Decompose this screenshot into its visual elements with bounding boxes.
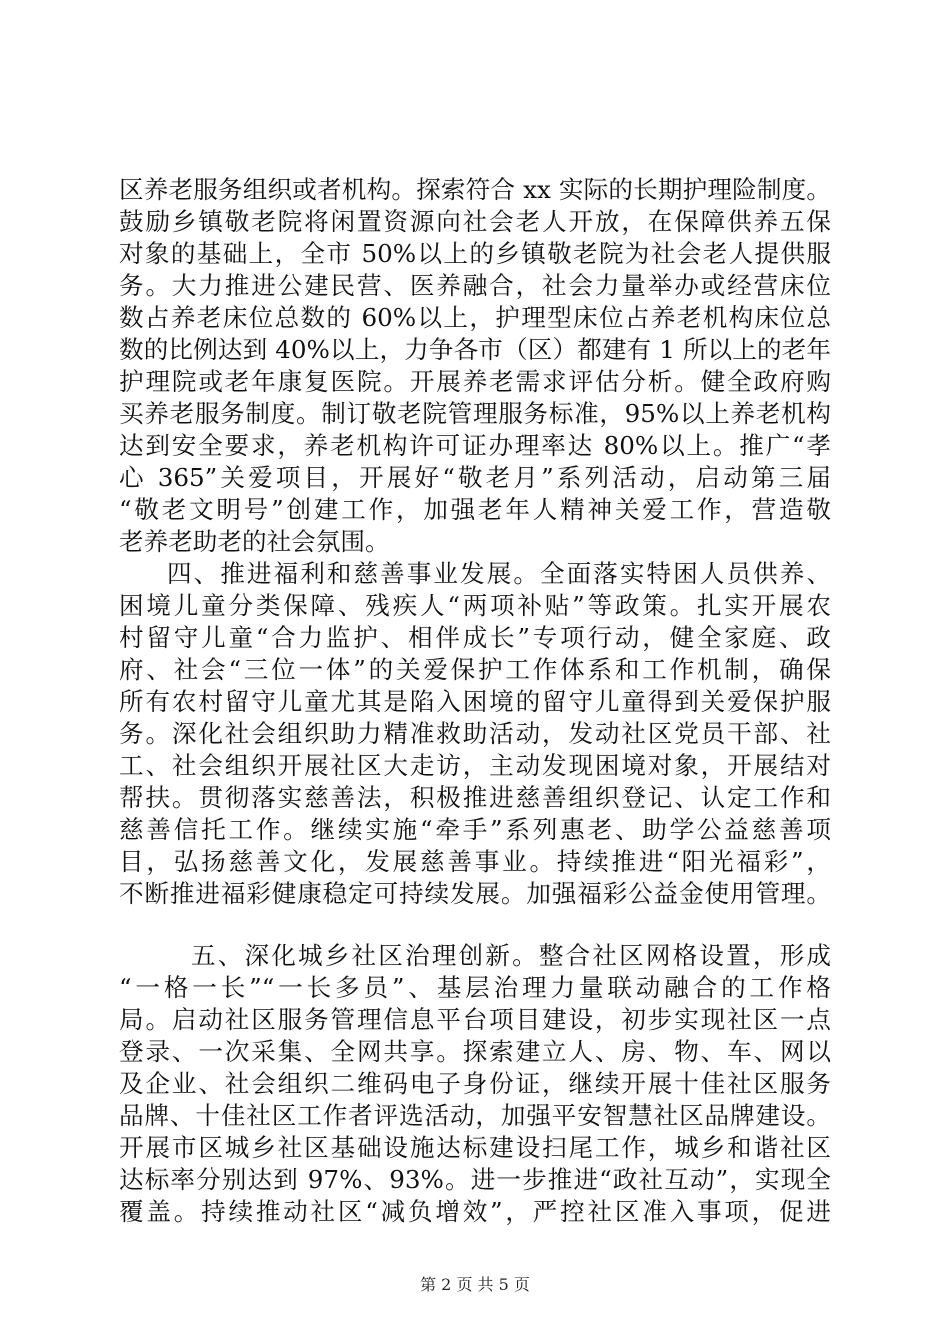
- paragraph-3-line-9: 覆盖。持续推动社区“减负增效”，严控社区准入事项，促进: [119, 1197, 831, 1226]
- paragraph-3-line-8: 达标率分别达到 97%、93%。进一步推进“政社互动”，实现全: [119, 1165, 831, 1194]
- paragraph-1-line-5: 数占养老床位总数的 60%以上，护理型床位占养老机构床位总: [119, 303, 831, 332]
- paragraph-2-line-4: 府、社会“三位一体”的关爱保护工作体系和工作机制，确保: [119, 655, 831, 684]
- paragraph-2-line-7: 工、社会组织开展社区大走访，主动发现困境对象，开展结对: [119, 751, 831, 780]
- paragraph-1-line-3: 对象的基础上，全市 50%以上的乡镇敬老院为社会老人提供服: [119, 239, 831, 268]
- paragraph-2-line-3: 村留守儿童“合力监护、相伴成长”专项行动，健全家庭、政: [119, 623, 831, 652]
- paragraph-1-line-4: 务。大力推进公建民营、医养融合，社会力量举办或经营床位: [119, 271, 831, 300]
- paragraph-3-line-1: 五、深化城乡社区治理创新。整合社区网格设置，形成: [191, 941, 831, 970]
- paragraph-2-line-10: 目，弘扬慈善文化，发展慈善事业。持续推进“阳光福彩”，: [119, 847, 831, 876]
- paragraph-2-line-2: 困境儿童分类保障、残疾人“两项补贴”等政策。扎实开展农: [119, 591, 831, 620]
- paragraph-3-line-2: “一格一长”“一长多员”、基层治理力量联动融合的工作格: [119, 973, 831, 1002]
- paragraph-1-line-6: 数的比例达到 40%以上，力争各市（区）都建有 1 所以上的老年: [119, 335, 831, 364]
- paragraph-1-line-10: 心 365”关爱项目，开展好“敬老月”系列活动，启动第三届: [119, 463, 831, 492]
- paragraph-1-line-7: 护理院或老年康复医院。开展养老需求评估分析。健全政府购: [119, 367, 831, 396]
- paragraph-2-line-5: 所有农村留守儿童尤其是陷入困境的留守儿童得到关爱保护服: [119, 687, 831, 716]
- paragraph-1-line-12: 老养老助老的社会氛围。: [119, 527, 390, 556]
- paragraph-1-line-9: 达到安全要求，养老机构许可证办理率达 80%以上。推广“孝: [119, 431, 831, 460]
- paragraph-3-line-6: 品牌、十佳社区工作者评选活动，加强平安智慧社区品牌建设。: [119, 1101, 831, 1130]
- paragraph-1-line-11: “敬老文明号”创建工作，加强老年人精神关爱工作，营造敬: [119, 495, 831, 524]
- paragraph-3-line-7: 开展市区城乡社区基础设施达标建设扫尾工作，城乡和谐社区: [119, 1133, 831, 1162]
- paragraph-2-line-8: 帮扶。贯彻落实慈善法，积极推进慈善组织登记、认定工作和: [119, 783, 831, 812]
- paragraph-1-line-2: 鼓励乡镇敬老院将闲置资源向社会老人开放，在保障供养五保: [119, 207, 831, 236]
- paragraph-3-line-3: 局。启动社区服务管理信息平台项目建设，初步实现社区一点: [119, 1005, 831, 1034]
- paragraph-2-line-11: 不断推进福彩健康稳定可持续发展。加强福彩公益金使用管理。: [119, 879, 831, 908]
- paragraph-2-line-1: 四、推进福利和慈善事业发展。全面落实特困人员供养、: [167, 559, 831, 588]
- paragraph-3-line-4: 登录、一次采集、全网共享。探索建立人、房、物、车、网以: [119, 1037, 831, 1066]
- paragraph-2-line-9: 慈善信托工作。继续实施“牵手”系列惠老、助学公益慈善项: [119, 815, 831, 844]
- paragraph-2-line-6: 务。深化社会组织助力精准救助活动，发动社区党员干部、社: [119, 719, 831, 748]
- page-footer: 第 2 页 共 5 页: [420, 1275, 530, 1294]
- paragraph-1-line-8: 买养老服务制度。制订敬老院管理服务标准，95%以上养老机构: [119, 399, 831, 428]
- paragraph-3-line-5: 及企业、社会组织二维码电子身份证，继续开展十佳社区服务: [119, 1069, 831, 1098]
- paragraph-1-line-1: 区养老服务组织或者机构。探索符合 xx 实际的长期护理险制度。: [119, 175, 831, 204]
